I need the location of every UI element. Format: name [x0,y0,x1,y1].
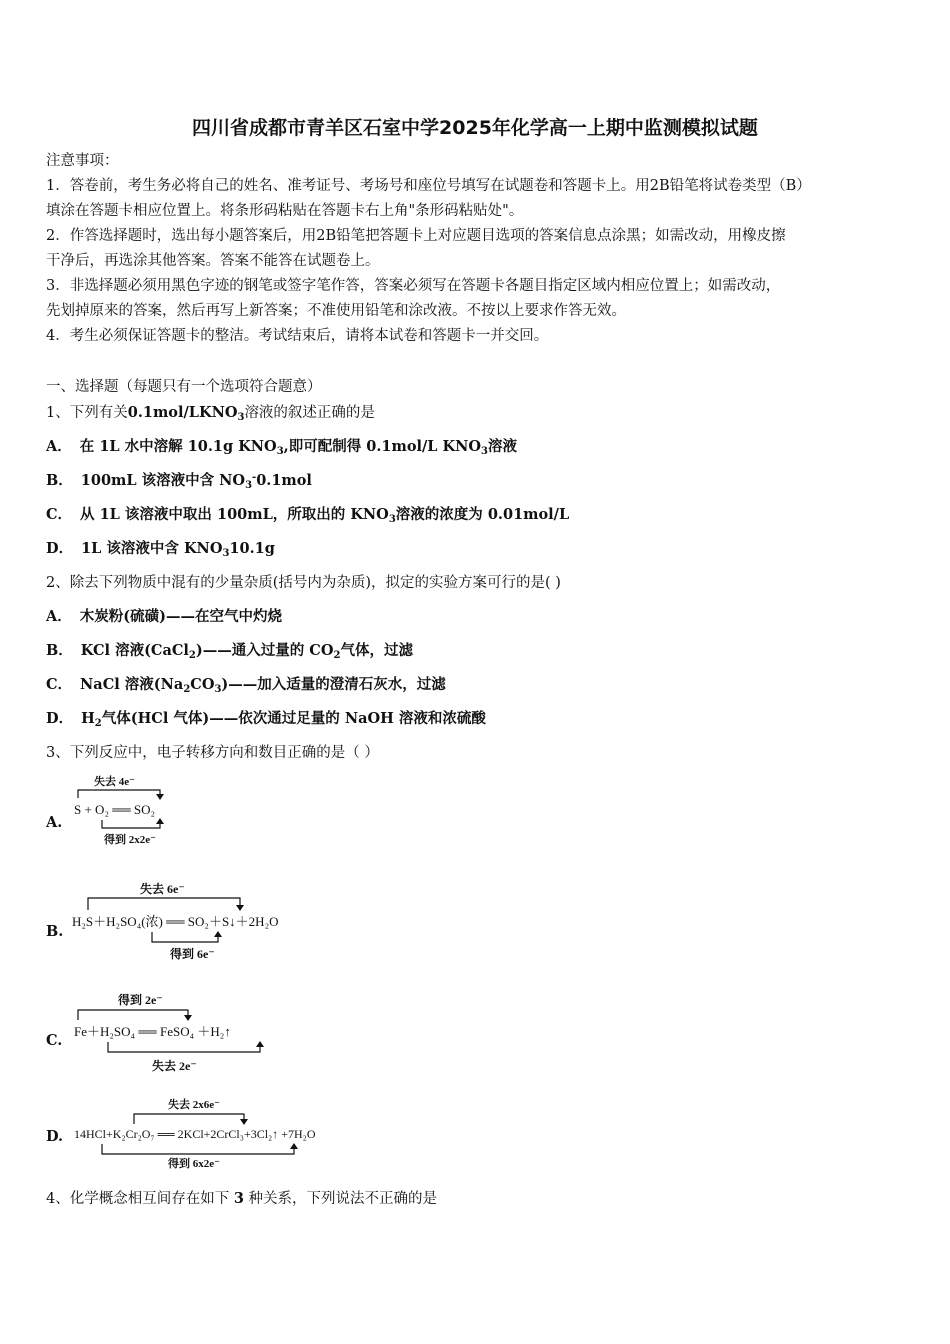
question-1-option-a: A． 在 1L 水中溶解 10.1g $KNO_3$,即可配制得 0.1mol/L $KNO_3$溶液 [46,438,517,457]
question-1-option-c: C． 从 1L 该溶液中取出 100mL，所取出的 $KNO_3$溶液的浓度为 0.01mol/L [46,506,570,525]
question-3-option-b-diagram [72,878,322,968]
top-arrow [88,898,240,910]
question-3-option-b-label: B. [46,923,64,940]
section-heading: 一、选择题（每题只有一个选项符合题意） [46,379,322,395]
question-2-option-b: B． KCl 溶液(CaCl$_2$)——通入过量的 $CO_2$气体，过滤 [46,642,413,661]
notice-line: 先划掉原来的答案，然后再写上新答案；不准使用铅笔和涂改液。不按以上要求作答无效。 [46,303,626,319]
question-2-option-d: D． $H_2$气体(HCl 气体)——依次通过足量的 NaOH 溶液和浓硫酸 [46,710,486,729]
question-2-option-a: A． 木炭粉(硫磺)——在空气中灼烧 [46,608,282,625]
bottom-label: 得到 6e⁻ [170,947,215,961]
notice-line: 干净后，再选涂其他答案。答案不能答在试题卷上。 [46,253,380,269]
question-2-stem: 2、除去下列物质中混有的少量杂质(括号内为杂质)，拟定的实验方案可行的是( ) [46,575,561,591]
top-label: 失去 4e⁻ [94,776,135,788]
bottom-arrow [152,932,218,942]
question-3-option-a-label: A. [46,814,63,831]
question-3-option-d-label: D. [46,1128,64,1145]
notice-line: 2．作答选择题时，选出每小题答案后，用2B铅笔把答题卡上对应题目选项的答案信息点涂黑；如需改动，用橡皮擦 [46,228,786,244]
notice-line: 3．非选择题必须用黑色字迹的钢笔或签字笔作答，答案必须写在答题卡各题目指定区域内相应位置上；如需改动， [46,278,781,294]
notice-line: 1．答卷前，考生务必将自己的姓名、准考证号、考场号和座位号填写在试题卷和答题卡上。用2B铅笔将试卷类型（B） [46,178,811,194]
top-label: 失去 6e⁻ [140,882,185,896]
question-1-stem: 1、下列有关$0.1mol/LKNO_3$溶液的叙述正确的是 [46,404,375,423]
top-label: 得到 2e⁻ [118,993,163,1007]
question-3-option-c-diagram [72,988,292,1078]
notice-line: 4．考生必须保证答题卡的整洁。考试结束后，请将本试卷和答题卡一并交回。 [46,328,549,344]
page-title: 四川省成都市青羊区石室中学2025年化学高一上期中监测模拟试题 [192,117,758,139]
question-2-option-c: C． NaCl 溶液$(Na_2CO_3)——$加入适量的澄清石灰水，过滤 [46,676,446,695]
equation: Fe＋H₂SO₄ ══ FeSO₄ ＋H₂↑ [74,1024,231,1039]
question-3-option-a-diagram [72,770,192,850]
notice-heading: 注意事项： [46,153,119,169]
bottom-arrow [102,1144,294,1154]
question-3-stem: 3、下列反应中，电子转移方向和数目正确的是（ ） [46,745,379,761]
bottom-label: 得到 6x2e⁻ [168,1158,220,1170]
question-3-option-d-diagram [72,1094,362,1174]
equation: H₂S＋H₂SO₄(浓) ══ SO₂＋S↓＋2H₂O [72,914,279,929]
bottom-arrow [108,1042,260,1052]
bottom-arrow [102,820,160,828]
equation: 14HCl+K₂Cr₂O₇ ══ 2KCl+2CrCl₃+3Cl₂↑ +7H₂O [74,1127,316,1141]
question-1-option-b: B． 100mL 该溶液中含 $NO_3^-0.1mol$ [46,472,312,491]
top-arrow [78,1010,188,1020]
bottom-label: 得到 2x2e⁻ [104,834,156,846]
top-arrow [78,790,160,798]
question-3-option-c-label: C. [46,1032,63,1049]
top-arrow [134,1114,244,1124]
question-4-stem: 4、化学概念相互间存在如下 3 种关系，下列说法不正确的是 [46,1190,438,1207]
top-label: 失去 2x6e⁻ [168,1099,220,1111]
equation: S + O₂ ══ SO₂ [74,802,156,817]
bottom-label: 失去 2e⁻ [152,1059,197,1073]
notice-line: 填涂在答题卡相应位置上。将条形码粘贴在答题卡右上角"条形码粘贴处"。 [46,203,524,219]
question-1-option-d: D． 1L 该溶液中含 $KNO_310.1g$ [46,540,275,559]
